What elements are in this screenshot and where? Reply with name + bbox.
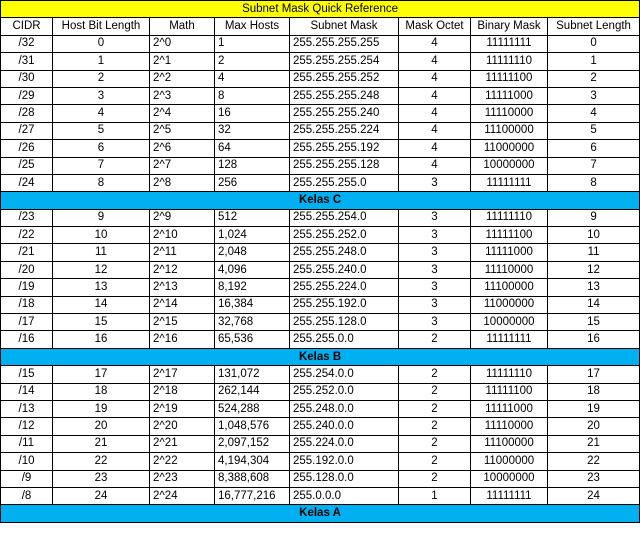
table-row bbox=[1, 470, 640, 487]
cell-binary-mask: 11111000 bbox=[471, 244, 548, 261]
cell-subnet-mask: 255.255.240.0 bbox=[290, 261, 399, 278]
title-row bbox=[1, 1, 640, 18]
cell-subnet-mask: 255.255.192.0 bbox=[290, 296, 399, 313]
cell-binary-mask: 11111000 bbox=[471, 87, 548, 104]
cell-mask-octet: 4 bbox=[399, 122, 471, 139]
cell-max-hosts: 64 bbox=[215, 140, 290, 157]
cell-subnet-length: 23 bbox=[548, 470, 640, 487]
section-row bbox=[1, 505, 640, 522]
cell-mask-octet: 4 bbox=[399, 70, 471, 87]
cell-subnet-length: 15 bbox=[548, 314, 640, 331]
cell-math: 2^11 bbox=[150, 244, 215, 261]
cell-host-bit-length: 21 bbox=[53, 435, 150, 452]
col-header-binary-mask: Binary Mask bbox=[471, 18, 548, 35]
table-row bbox=[1, 227, 640, 244]
cell-host-bit-length: 15 bbox=[53, 314, 150, 331]
cell-subnet-length: 13 bbox=[548, 279, 640, 296]
cell-math: 2^9 bbox=[150, 209, 215, 226]
cell-math: 2^8 bbox=[150, 174, 215, 191]
cell-host-bit-length: 1 bbox=[53, 53, 150, 70]
cell-binary-mask: 11000000 bbox=[471, 140, 548, 157]
cell-host-bit-length: 24 bbox=[53, 487, 150, 504]
cell-cidr: /14 bbox=[1, 383, 53, 400]
table-row bbox=[1, 261, 640, 278]
cell-subnet-mask: 255.255.255.252 bbox=[290, 70, 399, 87]
cell-math: 2^16 bbox=[150, 331, 215, 348]
cell-cidr: /12 bbox=[1, 418, 53, 435]
cell-cidr: /29 bbox=[1, 87, 53, 104]
cell-max-hosts: 4,096 bbox=[215, 261, 290, 278]
col-header-subnet-length: Subnet Length bbox=[548, 18, 640, 35]
header-row bbox=[1, 18, 640, 35]
cell-cidr: /24 bbox=[1, 174, 53, 191]
cell-host-bit-length: 20 bbox=[53, 418, 150, 435]
cell-host-bit-length: 19 bbox=[53, 400, 150, 417]
cell-math: 2^0 bbox=[150, 35, 215, 52]
col-header-mask-octet: Mask Octet bbox=[399, 18, 471, 35]
table-row bbox=[1, 487, 640, 504]
cell-subnet-mask: 255.255.255.0 bbox=[290, 174, 399, 191]
section-row bbox=[1, 192, 640, 209]
cell-math: 2^1 bbox=[150, 53, 215, 70]
cell-subnet-mask: 255.255.224.0 bbox=[290, 279, 399, 296]
cell-cidr: /20 bbox=[1, 261, 53, 278]
cell-mask-octet: 2 bbox=[399, 383, 471, 400]
cell-binary-mask: 10000000 bbox=[471, 157, 548, 174]
cell-subnet-length: 16 bbox=[548, 331, 640, 348]
cell-mask-octet: 2 bbox=[399, 418, 471, 435]
cell-host-bit-length: 7 bbox=[53, 157, 150, 174]
cell-max-hosts: 8,192 bbox=[215, 279, 290, 296]
cell-binary-mask: 11111111 bbox=[471, 35, 548, 52]
cell-subnet-mask: 255.255.255.224 bbox=[290, 122, 399, 139]
cell-subnet-length: 7 bbox=[548, 157, 640, 174]
cell-mask-octet: 4 bbox=[399, 87, 471, 104]
cell-math: 2^4 bbox=[150, 105, 215, 122]
cell-cidr: /17 bbox=[1, 314, 53, 331]
table-row bbox=[1, 279, 640, 296]
cell-subnet-mask: 255.255.128.0 bbox=[290, 314, 399, 331]
table-row bbox=[1, 435, 640, 452]
cell-subnet-length: 8 bbox=[548, 174, 640, 191]
table-row bbox=[1, 70, 640, 87]
cell-subnet-mask: 255.252.0.0 bbox=[290, 383, 399, 400]
cell-subnet-length: 2 bbox=[548, 70, 640, 87]
cell-host-bit-length: 9 bbox=[53, 209, 150, 226]
cell-math: 2^10 bbox=[150, 227, 215, 244]
cell-cidr: /22 bbox=[1, 227, 53, 244]
cell-max-hosts: 4,194,304 bbox=[215, 453, 290, 470]
table-row bbox=[1, 418, 640, 435]
cell-subnet-length: 1 bbox=[548, 53, 640, 70]
cell-max-hosts: 8 bbox=[215, 87, 290, 104]
cell-cidr: /9 bbox=[1, 470, 53, 487]
cell-cidr: /15 bbox=[1, 366, 53, 383]
table-row bbox=[1, 366, 640, 383]
table-row bbox=[1, 140, 640, 157]
cell-host-bit-length: 5 bbox=[53, 122, 150, 139]
table-row bbox=[1, 122, 640, 139]
cell-binary-mask: 11110000 bbox=[471, 261, 548, 278]
cell-host-bit-length: 0 bbox=[53, 35, 150, 52]
col-header-host-bit-length: Host Bit Length bbox=[53, 18, 150, 35]
cell-subnet-mask: 255.255.248.0 bbox=[290, 244, 399, 261]
cell-subnet-mask: 255.192.0.0 bbox=[290, 453, 399, 470]
cell-subnet-length: 4 bbox=[548, 105, 640, 122]
cell-subnet-mask: 255.255.255.255 bbox=[290, 35, 399, 52]
cell-binary-mask: 11100000 bbox=[471, 435, 548, 452]
cell-max-hosts: 512 bbox=[215, 209, 290, 226]
cell-mask-octet: 3 bbox=[399, 227, 471, 244]
cell-host-bit-length: 2 bbox=[53, 70, 150, 87]
table-row bbox=[1, 87, 640, 104]
cell-subnet-mask: 255.255.255.240 bbox=[290, 105, 399, 122]
cell-math: 2^5 bbox=[150, 122, 215, 139]
cell-math: 2^15 bbox=[150, 314, 215, 331]
cell-host-bit-length: 16 bbox=[53, 331, 150, 348]
cell-math: 2^12 bbox=[150, 261, 215, 278]
cell-subnet-mask: 255.0.0.0 bbox=[290, 487, 399, 504]
cell-subnet-length: 22 bbox=[548, 453, 640, 470]
cell-math: 2^24 bbox=[150, 487, 215, 504]
cell-max-hosts: 2,097,152 bbox=[215, 435, 290, 452]
cell-cidr: /28 bbox=[1, 105, 53, 122]
cell-subnet-mask: 255.255.252.0 bbox=[290, 227, 399, 244]
cell-cidr: /16 bbox=[1, 331, 53, 348]
cell-subnet-length: 3 bbox=[548, 87, 640, 104]
cell-binary-mask: 11110000 bbox=[471, 418, 548, 435]
cell-host-bit-length: 3 bbox=[53, 87, 150, 104]
cell-binary-mask: 11110000 bbox=[471, 105, 548, 122]
cell-cidr: /30 bbox=[1, 70, 53, 87]
cell-subnet-length: 5 bbox=[548, 122, 640, 139]
cell-subnet-length: 20 bbox=[548, 418, 640, 435]
cell-subnet-length: 21 bbox=[548, 435, 640, 452]
cell-max-hosts: 262,144 bbox=[215, 383, 290, 400]
cell-host-bit-length: 11 bbox=[53, 244, 150, 261]
table-row bbox=[1, 296, 640, 313]
cell-host-bit-length: 22 bbox=[53, 453, 150, 470]
cell-binary-mask: 11111000 bbox=[471, 400, 548, 417]
cell-subnet-mask: 255.128.0.0 bbox=[290, 470, 399, 487]
cell-host-bit-length: 13 bbox=[53, 279, 150, 296]
cell-cidr: /10 bbox=[1, 453, 53, 470]
cell-max-hosts: 16 bbox=[215, 105, 290, 122]
cell-math: 2^18 bbox=[150, 383, 215, 400]
cell-math: 2^17 bbox=[150, 366, 215, 383]
cell-subnet-mask: 255.248.0.0 bbox=[290, 400, 399, 417]
section-label: Kelas C bbox=[1, 192, 640, 209]
cell-binary-mask: 11111110 bbox=[471, 366, 548, 383]
table-row bbox=[1, 244, 640, 261]
cell-subnet-length: 9 bbox=[548, 209, 640, 226]
cell-mask-octet: 4 bbox=[399, 35, 471, 52]
cell-max-hosts: 1 bbox=[215, 35, 290, 52]
cell-math: 2^20 bbox=[150, 418, 215, 435]
cell-binary-mask: 10000000 bbox=[471, 470, 548, 487]
cell-subnet-length: 10 bbox=[548, 227, 640, 244]
cell-host-bit-length: 10 bbox=[53, 227, 150, 244]
cell-math: 2^21 bbox=[150, 435, 215, 452]
cell-mask-octet: 2 bbox=[399, 331, 471, 348]
cell-subnet-length: 14 bbox=[548, 296, 640, 313]
cell-max-hosts: 2,048 bbox=[215, 244, 290, 261]
cell-subnet-length: 11 bbox=[548, 244, 640, 261]
cell-mask-octet: 3 bbox=[399, 279, 471, 296]
cell-binary-mask: 11100000 bbox=[471, 122, 548, 139]
table-row bbox=[1, 157, 640, 174]
cell-cidr: /23 bbox=[1, 209, 53, 226]
table-row bbox=[1, 314, 640, 331]
cell-math: 2^13 bbox=[150, 279, 215, 296]
cell-mask-octet: 3 bbox=[399, 244, 471, 261]
cell-subnet-length: 24 bbox=[548, 487, 640, 504]
cell-math: 2^3 bbox=[150, 87, 215, 104]
cell-mask-octet: 2 bbox=[399, 435, 471, 452]
section-row bbox=[1, 348, 640, 365]
cell-math: 2^22 bbox=[150, 453, 215, 470]
cell-subnet-length: 19 bbox=[548, 400, 640, 417]
cell-cidr: /26 bbox=[1, 140, 53, 157]
cell-max-hosts: 1,048,576 bbox=[215, 418, 290, 435]
table-row bbox=[1, 174, 640, 191]
cell-max-hosts: 1,024 bbox=[215, 227, 290, 244]
cell-binary-mask: 11111111 bbox=[471, 331, 548, 348]
table-title: Subnet Mask Quick Reference bbox=[1, 1, 640, 18]
cell-max-hosts: 2 bbox=[215, 53, 290, 70]
cell-max-hosts: 131,072 bbox=[215, 366, 290, 383]
cell-max-hosts: 4 bbox=[215, 70, 290, 87]
cell-host-bit-length: 17 bbox=[53, 366, 150, 383]
cell-binary-mask: 11111100 bbox=[471, 70, 548, 87]
cell-cidr: /13 bbox=[1, 400, 53, 417]
table-row bbox=[1, 105, 640, 122]
cell-mask-octet: 3 bbox=[399, 174, 471, 191]
cell-host-bit-length: 4 bbox=[53, 105, 150, 122]
cell-cidr: /27 bbox=[1, 122, 53, 139]
cell-cidr: /11 bbox=[1, 435, 53, 452]
table-row bbox=[1, 53, 640, 70]
cell-max-hosts: 8,388,608 bbox=[215, 470, 290, 487]
cell-binary-mask: 11000000 bbox=[471, 453, 548, 470]
cell-math: 2^7 bbox=[150, 157, 215, 174]
cell-subnet-length: 6 bbox=[548, 140, 640, 157]
cell-mask-octet: 1 bbox=[399, 487, 471, 504]
col-header-max-hosts: Max Hosts bbox=[215, 18, 290, 35]
cell-host-bit-length: 12 bbox=[53, 261, 150, 278]
cell-max-hosts: 524,288 bbox=[215, 400, 290, 417]
cell-binary-mask: 11111110 bbox=[471, 53, 548, 70]
cell-mask-octet: 2 bbox=[399, 366, 471, 383]
table-row bbox=[1, 400, 640, 417]
cell-binary-mask: 11100000 bbox=[471, 279, 548, 296]
cell-host-bit-length: 18 bbox=[53, 383, 150, 400]
cell-host-bit-length: 23 bbox=[53, 470, 150, 487]
cell-mask-octet: 3 bbox=[399, 296, 471, 313]
section-label: Kelas A bbox=[1, 505, 640, 522]
cell-subnet-mask: 255.224.0.0 bbox=[290, 435, 399, 452]
table-row bbox=[1, 383, 640, 400]
cell-max-hosts: 128 bbox=[215, 157, 290, 174]
cell-mask-octet: 2 bbox=[399, 400, 471, 417]
cell-max-hosts: 16,384 bbox=[215, 296, 290, 313]
col-header-math: Math bbox=[150, 18, 215, 35]
cell-binary-mask: 11111100 bbox=[471, 227, 548, 244]
table-body bbox=[1, 35, 640, 522]
cell-mask-octet: 3 bbox=[399, 209, 471, 226]
cell-subnet-mask: 255.255.255.192 bbox=[290, 140, 399, 157]
cell-cidr: /18 bbox=[1, 296, 53, 313]
cell-max-hosts: 32,768 bbox=[215, 314, 290, 331]
cell-subnet-length: 12 bbox=[548, 261, 640, 278]
cell-subnet-mask: 255.255.255.128 bbox=[290, 157, 399, 174]
cell-subnet-mask: 255.254.0.0 bbox=[290, 366, 399, 383]
table-row bbox=[1, 209, 640, 226]
col-header-cidr: CIDR bbox=[1, 18, 53, 35]
cell-mask-octet: 3 bbox=[399, 314, 471, 331]
col-header-subnet-mask: Subnet Mask bbox=[290, 18, 399, 35]
cell-subnet-mask: 255.255.255.248 bbox=[290, 87, 399, 104]
table-row bbox=[1, 35, 640, 52]
cell-math: 2^6 bbox=[150, 140, 215, 157]
cell-binary-mask: 11111100 bbox=[471, 383, 548, 400]
cell-mask-octet: 2 bbox=[399, 453, 471, 470]
cell-max-hosts: 256 bbox=[215, 174, 290, 191]
cell-max-hosts: 32 bbox=[215, 122, 290, 139]
cell-mask-octet: 2 bbox=[399, 470, 471, 487]
cell-cidr: /31 bbox=[1, 53, 53, 70]
table-row bbox=[1, 453, 640, 470]
cell-math: 2^19 bbox=[150, 400, 215, 417]
cell-mask-octet: 4 bbox=[399, 157, 471, 174]
cell-binary-mask: 10000000 bbox=[471, 314, 548, 331]
cell-mask-octet: 4 bbox=[399, 140, 471, 157]
cell-binary-mask: 11000000 bbox=[471, 296, 548, 313]
section-label: Kelas B bbox=[1, 348, 640, 365]
cell-binary-mask: 11111111 bbox=[471, 174, 548, 191]
cell-subnet-mask: 255.255.0.0 bbox=[290, 331, 399, 348]
cell-host-bit-length: 8 bbox=[53, 174, 150, 191]
cell-math: 2^23 bbox=[150, 470, 215, 487]
cell-host-bit-length: 14 bbox=[53, 296, 150, 313]
cell-math: 2^14 bbox=[150, 296, 215, 313]
cell-subnet-length: 0 bbox=[548, 35, 640, 52]
cell-cidr: /8 bbox=[1, 487, 53, 504]
cell-mask-octet: 4 bbox=[399, 105, 471, 122]
cell-binary-mask: 11111111 bbox=[471, 487, 548, 504]
cell-mask-octet: 4 bbox=[399, 53, 471, 70]
cell-host-bit-length: 6 bbox=[53, 140, 150, 157]
cell-math: 2^2 bbox=[150, 70, 215, 87]
cell-subnet-length: 18 bbox=[548, 383, 640, 400]
cell-subnet-mask: 255.255.255.254 bbox=[290, 53, 399, 70]
cell-mask-octet: 3 bbox=[399, 261, 471, 278]
cell-cidr: /32 bbox=[1, 35, 53, 52]
cell-cidr: /21 bbox=[1, 244, 53, 261]
cell-subnet-length: 17 bbox=[548, 366, 640, 383]
cell-cidr: /25 bbox=[1, 157, 53, 174]
cell-subnet-mask: 255.240.0.0 bbox=[290, 418, 399, 435]
cell-binary-mask: 11111110 bbox=[471, 209, 548, 226]
cell-subnet-mask: 255.255.254.0 bbox=[290, 209, 399, 226]
table-row bbox=[1, 331, 640, 348]
cell-max-hosts: 65,536 bbox=[215, 331, 290, 348]
cell-cidr: /19 bbox=[1, 279, 53, 296]
cell-max-hosts: 16,777,216 bbox=[215, 487, 290, 504]
